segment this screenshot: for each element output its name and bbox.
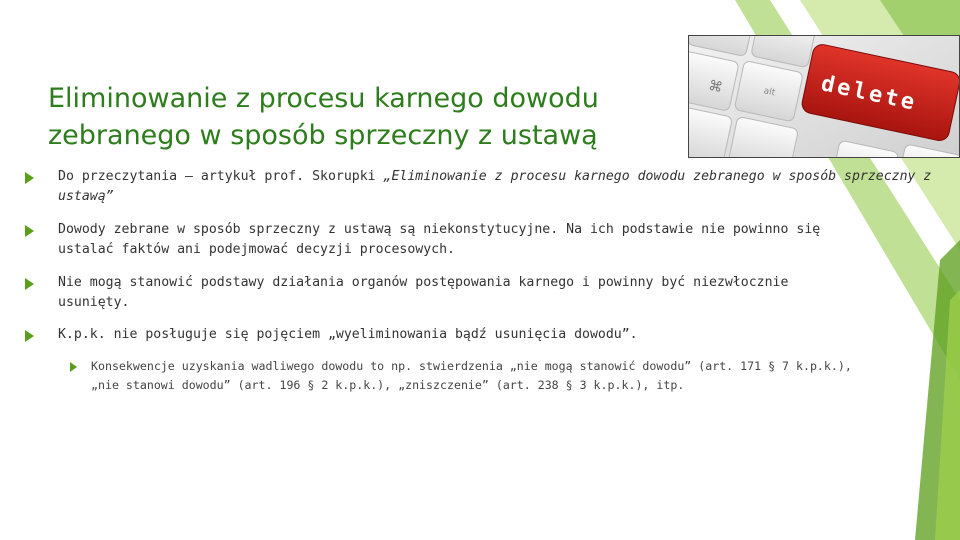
- page-title: [48, 80, 688, 154]
- sub-list-item-line-2: „nie stanowi dowodu” (art. 196 § 2 k.p.k.), „zniszczenie” (art. 238 § 3 k.p.k.), itp.: [91, 378, 685, 392]
- svg-text:alt: alt: [762, 86, 777, 99]
- list-item-line-2: ustalać faktów ani podejmować decyzji procesowych.: [58, 242, 455, 257]
- list-item-line-1: Dowody zebrane w sposób sprzeczny z ustawą są niekonstytucyjne. Na ich podstawie nie powinno się: [58, 222, 821, 237]
- list-item-line-2: usunięty.: [58, 295, 130, 310]
- sub-list-item-line-1: Konsekwencje uzyskania wadliwego dowodu to np. stwierdzenia „nie mogą stanowić dowodu” (art. 171 § 7 k.p.k.),: [91, 359, 852, 373]
- list-item-line-1: K.p.k. nie posługuje się pojęciem „wyeliminowania bądź usunięcia dowodu”.: [58, 327, 638, 342]
- delete-key-label: delete: [818, 71, 920, 116]
- keyboard-delete-key-photo: [688, 35, 960, 158]
- svg-text:⌘: ⌘: [706, 77, 724, 97]
- list-item-prefix: Do przeczytania – artykuł prof. Skorupki: [58, 169, 384, 184]
- title-line-1: Eliminowanie z procesu karnego dowodu: [48, 83, 599, 114]
- list-item-italic: „Eliminowanie z procesu karnego dowodu zebranego w sposób sprzeczny z ustawą”: [58, 169, 932, 204]
- list-item-line-1: Nie mogą stanowić podstawy działania organów postępowania karnego i powinny być niezwłocznie: [58, 275, 789, 290]
- title-line-2: zebranego w sposób sprzeczny z ustawą: [48, 120, 598, 151]
